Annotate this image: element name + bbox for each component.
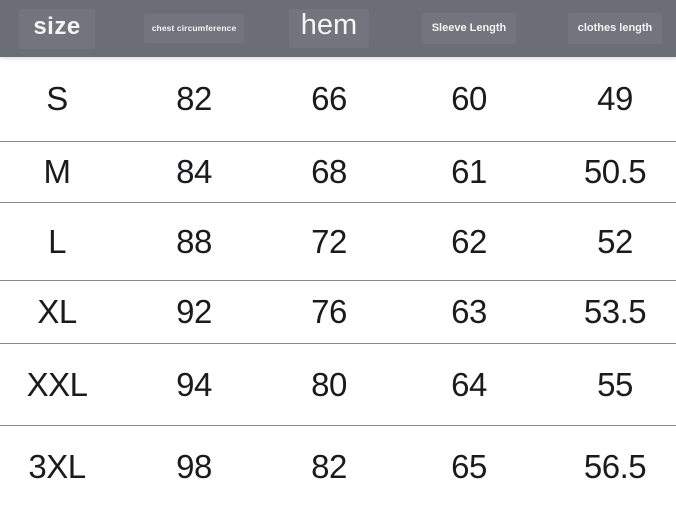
sleeve-value-cell: 63 bbox=[451, 293, 487, 330]
sleeve-value-cell: 60 bbox=[451, 80, 487, 117]
table-row bbox=[0, 281, 676, 344]
length-value-cell: 49 bbox=[597, 80, 633, 117]
chest-value-cell: 94 bbox=[176, 365, 212, 403]
column-header-hem-label: hem bbox=[289, 9, 369, 48]
column-header-sleeve-length-label: Sleeve Length bbox=[422, 13, 517, 44]
column-header-size bbox=[0, 9, 114, 49]
table-row bbox=[0, 142, 676, 203]
column-header-sleeve-length bbox=[384, 13, 554, 44]
size-cell: XL bbox=[37, 293, 77, 330]
sleeve-value-cell: 65 bbox=[451, 448, 487, 485]
size-cell: M bbox=[43, 153, 71, 190]
length-value-cell: 50.5 bbox=[583, 153, 647, 190]
hem-value-cell: 66 bbox=[311, 80, 347, 117]
chest-value-cell: 88 bbox=[176, 222, 212, 260]
chest-value-cell: 98 bbox=[176, 448, 212, 485]
size-cell: L bbox=[48, 222, 66, 260]
hem-value-cell: 76 bbox=[311, 293, 347, 330]
table-row bbox=[0, 344, 676, 426]
column-header-chest-circumference-label: chest circumference bbox=[144, 14, 245, 43]
hem-value-cell: 82 bbox=[311, 448, 347, 485]
length-value-cell: 53.5 bbox=[583, 293, 647, 330]
column-header-chest-circumference bbox=[114, 14, 274, 43]
column-header-clothes-length-label: clothes length bbox=[568, 13, 663, 44]
hem-value-cell: 72 bbox=[311, 222, 347, 260]
sleeve-value-cell: 61 bbox=[451, 153, 487, 190]
size-cell: 3XL bbox=[28, 448, 86, 485]
hem-value-cell: 80 bbox=[311, 365, 347, 403]
column-header-hem bbox=[274, 9, 384, 48]
size-cell: S bbox=[46, 80, 68, 117]
size-cell: XXL bbox=[26, 365, 88, 403]
chest-value-cell: 92 bbox=[176, 293, 212, 330]
hem-value-cell: 68 bbox=[311, 153, 347, 190]
column-header-clothes-length bbox=[554, 13, 676, 44]
chest-value-cell: 82 bbox=[176, 80, 212, 117]
sleeve-value-cell: 62 bbox=[451, 222, 487, 260]
column-header-size-label: size bbox=[19, 9, 94, 49]
sleeve-value-cell: 64 bbox=[451, 365, 487, 403]
length-value-cell: 56.5 bbox=[583, 448, 647, 485]
chest-value-cell: 84 bbox=[176, 153, 212, 190]
length-value-cell: 55 bbox=[597, 365, 633, 403]
length-value-cell: 52 bbox=[597, 222, 633, 260]
table-row bbox=[0, 426, 676, 508]
table-header-row bbox=[0, 0, 676, 57]
table-row bbox=[0, 203, 676, 281]
table-row bbox=[0, 57, 676, 142]
